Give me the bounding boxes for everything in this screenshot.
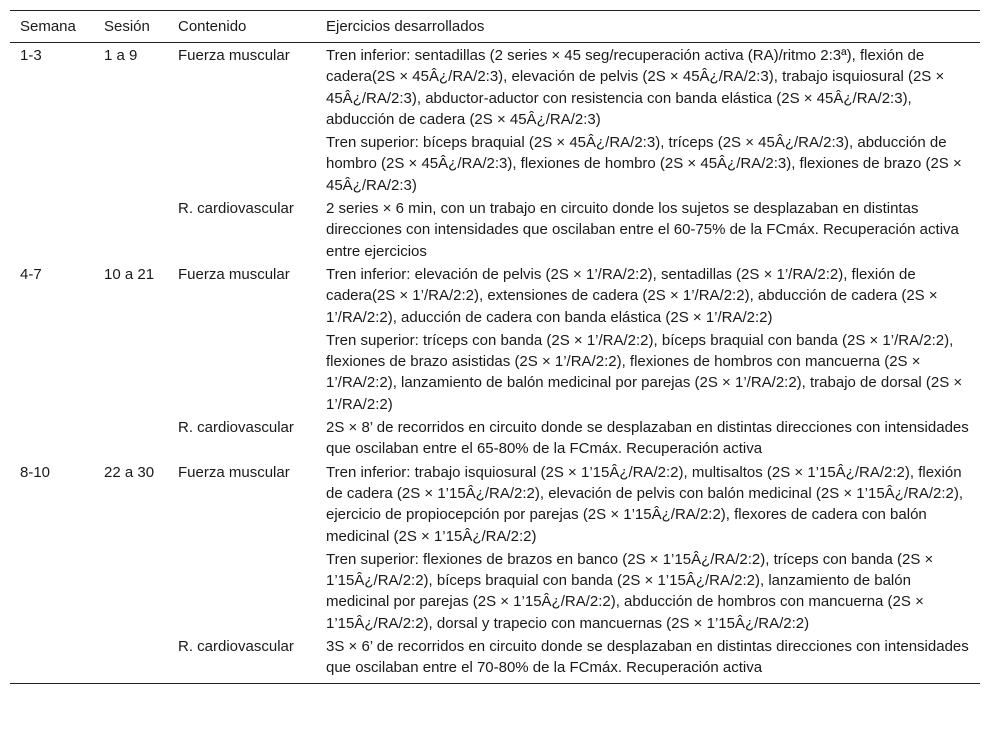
cell-tren-inferior: Tren inferior: sentadillas (2 series × 45 seg/recuperación activa (RA)/ritmo 2:3ª), flexión de cadera(2S × 45Â¿/RA/2:3), elevación de pelvis (2S × 45Â¿/RA/2:3), trabajo isquiosural (2S × 45Â¿/RA/2:3), abductor-aductor con resistencia con banda elástica (2S × 45Â¿/RA/2:3), abducción de cadera (2S × 45Â¿/RA/2:3) [326, 47, 945, 128]
table-header-row [10, 11, 980, 43]
cell-cardio: 2S × 8’ de recorridos en circuito donde se desplazaban en distintas direcciones con intensidades que oscilaban entre el 65-80% de la FCmáx. Recuperación activa [326, 419, 969, 458]
cell-semana: 4-7 [20, 265, 42, 283]
training-program-table [10, 10, 980, 684]
cell-contenido-cardio: R. cardiovascular [178, 638, 294, 656]
cell-tren-superior: Tren superior: flexiones de brazos en banco (2S × 1’15Â¿/RA/2:2), tríceps con banda (2S × 1’15Â¿/RA/2:2), bíceps braquial con banda (2S × 1’15Â¿/RA/2:2), lanzamiento de balón medicinal por parejas (2S × 1’15Â¿/RA/2:2), abducción de hombros con mancuerna (2S × 1’15Â¿/RA/2:2), dorsal y trapecio con mancuernas (2S × 1’15Â¿/RA/2:2) [326, 550, 934, 632]
header-ejercicios: Ejercicios desarrollados [326, 18, 485, 35]
table-row [10, 460, 980, 547]
cell-sesion: 1 a 9 [104, 47, 138, 64]
training-program-table-container [10, 10, 980, 684]
cell-semana: 8-10 [20, 463, 51, 481]
cell-contenido-fuerza: Fuerza muscular [178, 47, 290, 64]
header-sesion: Sesión [104, 18, 150, 35]
cell-cardio: 3S × 6’ de recorridos en circuito donde se desplazaban en distintas direcciones con intensidades que oscilaban entre el 70-80% de la FCmáx. Recuperación activa [326, 638, 969, 677]
cell-semana: 1-3 [20, 47, 42, 64]
cell-tren-superior: Tren superior: tríceps con banda (2S × 1’/RA/2:2), bíceps braquial con banda (2S × 1’/RA/2:2), flexiones de brazo asistidas (2S × 1’/RA/2:2), flexiones de hombros con mancuerna (2S × 1’/RA/2:2), lanzamiento de balón medicinal por parejas (2S × 1’/RA/2:2), trabajo de dorsal (2S × 1’/RA/2:2) [326, 331, 963, 413]
cell-cardio: 2 series × 6 min, con un trabajo en circuito donde los sujetos se desplazaban en distintas direcciones con intensidades que oscilaban entre el 60-75% de la FCmáx. Recuperación activa entre ejercicios [326, 200, 959, 260]
header-semana: Semana [20, 18, 76, 35]
cell-tren-superior: Tren superior: bíceps braquial (2S × 45Â¿/RA/2:3), tríceps (2S × 45Â¿/RA/2:3), abducción de hombro (2S × 45Â¿/RA/2:3), flexiones de hombro (2S × 45Â¿/RA/2:3), flexiones de brazo (2S × 45Â¿/RA/2:3) [326, 134, 962, 194]
cell-contenido-cardio: R. cardiovascular [178, 419, 294, 437]
cell-sesion: 22 a 30 [104, 463, 155, 481]
header-contenido: Contenido [178, 18, 247, 35]
cell-contenido-fuerza: Fuerza muscular [178, 463, 290, 481]
table-row [10, 262, 980, 328]
cell-contenido-cardio: R. cardiovascular [178, 200, 294, 218]
table-row [10, 43, 980, 131]
cell-tren-inferior: Tren inferior: trabajo isquiosural (2S × 1’15Â¿/RA/2:2), multisaltos (2S × 1’15Â¿/RA/2:2), flexión de cadera (2S × 1’15Â¿/RA/2:2), elevación de pelvis con balón medicinal (2S × 1’15Â¿/RA/2:2), ejercicio de propiocepción por parejas (2S × 1’15Â¿/RA/2:2), flexores de cadera con balón medicinal (2S × 1’15Â¿/RA/2:2) [326, 463, 964, 545]
cell-tren-inferior: Tren inferior: elevación de pelvis (2S × 1’/RA/2:2), sentadillas (2S × 1’/RA/2:2), flexión de cadera(2S × 1’/RA/2:2), extensiones de cadera (2S × 1’/RA/2:2), abducción de cadera (2S × 1’/RA/2:2), aducción de cadera con banda elástica (2S × 1’/RA/2:2) [326, 265, 938, 326]
cell-contenido-fuerza: Fuerza muscular [178, 265, 290, 283]
cell-sesion: 10 a 21 [104, 265, 155, 283]
